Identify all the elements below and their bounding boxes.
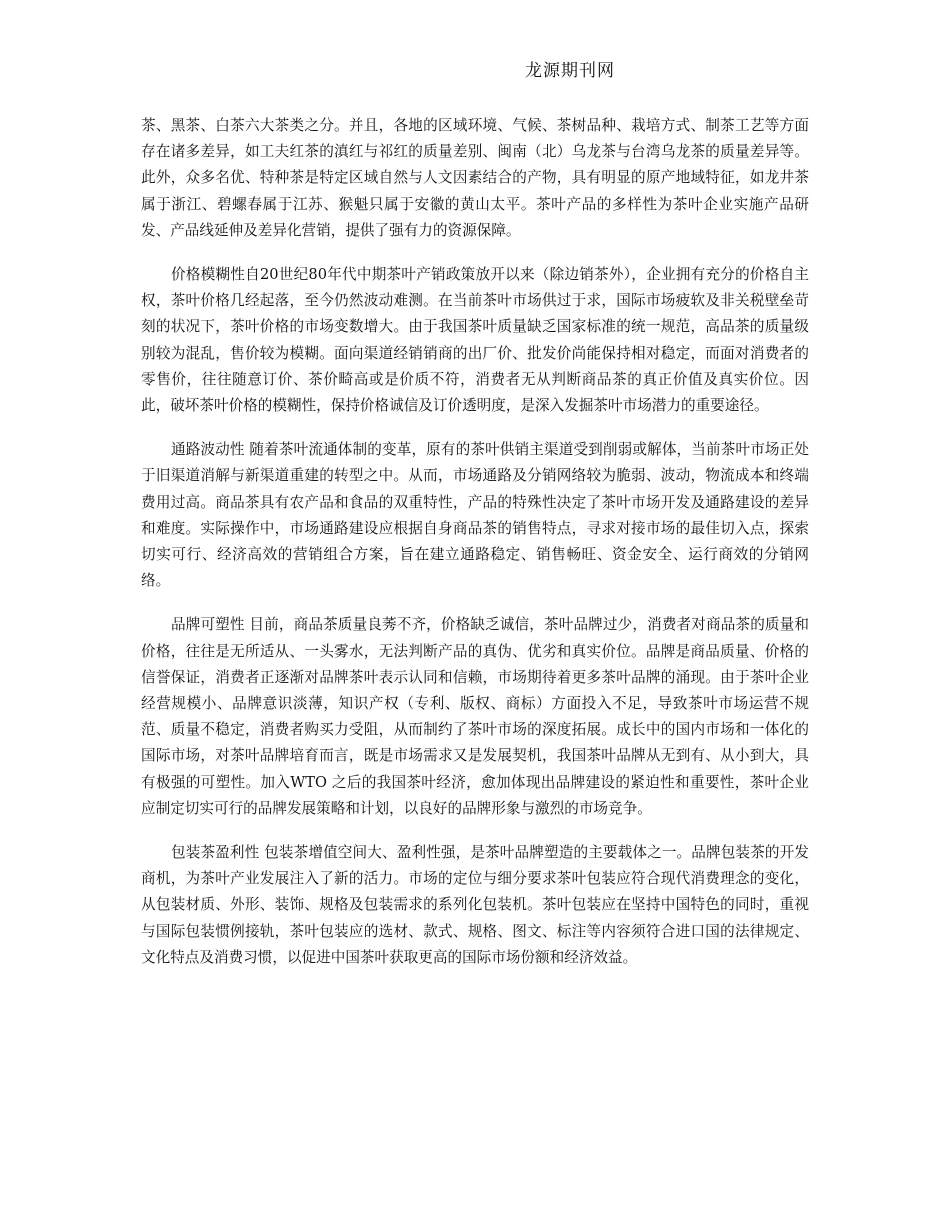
paragraph-continuation: 茶、黑茶、白茶六大茶类之分。并且，各地的区域环境、气候、茶树品种、栽培方式、制茶工艺等方面存在诸多差异，如工夫红茶的滇红与祁红的质量差别、闽南（北）乌龙茶与台湾乌龙茶的质量差异等。此外，众多名优、特种茶是特定区域自然与人文因素结合的产物，具有明显的原产地域特征，如龙井茶属于浙江、碧螺春属于江苏、猴魁只属于安徽的黄山太平。茶叶产品的多样性为茶叶企业实施产品研发、产品线延伸及差异化营销，提供了强有力的资源保障。 xyxy=(141,117,809,239)
article-body xyxy=(141,113,809,989)
paragraph-brand-plasticity: 品牌可塑性 目前，商品茶质量良莠不齐，价格缺乏诚信，茶叶品牌过少，消费者对商品茶的质量和价格，往往是无所适从、一头雾水，无法判断产品的真伪、优劣和真实价位。品牌是商品质量、价格的信誉保证，消费者正逐渐对品牌茶叶表示认同和信赖，市场期待着更多茶叶品牌的涌现。由于茶叶企业经营规模小、品牌意识淡薄，知识产权（专利、版权、商标）方面投入不足，导致茶叶市场运营不规范、质量不稳定，消费者购买力受阻，从而制约了茶叶市场的深度拓展。成长中的国内市场和一体化的国际市场，对茶叶品牌培育而言，既是市场需求又是发展契机，我国茶叶品牌从无到有、从小到大，具有极强的可塑性。加入WTO 之后的我国茶叶经济，愈加体现出品牌建设的紧迫性和重要性，茶叶企业应制定切实可行的品牌发展策略和计划，以良好的品牌形象与激烈的市场竞争。 xyxy=(141,616,809,817)
site-header-title: 龙源期刊网 xyxy=(525,61,615,81)
paragraph-channel-volatility: 通路波动性 随着茶叶流通体制的变革，原有的茶叶供销主渠道受到削弱或解体，当前茶叶市场正处于旧渠道消解与新渠道重建的转型之中。从而，市场通路及分销网络较为脆弱、波动，物流成本和终端费用过高。商品茶具有农产品和食品的双重特性，产品的特殊性决定了茶叶市场开发及通路建设的差异和难度。实际操作中，市场通路建设应根据自身商品茶的销售特点，寻求对接市场的最佳切入点，探索切实可行、经济高效的营销组合方案，旨在建立通路稳定、销售畅旺、资金安全、运行商效的分销网络。 xyxy=(141,441,809,590)
paragraph-packaging-profitability: 包装茶盈利性 包装茶增值空间大、盈利性强，是茶叶品牌塑造的主要载体之一。品牌包装茶的开发商机，为茶叶产业发展注入了新的活力。市场的定位与细分要求茶叶包装应符合现代消费理念的变化，从包装材质、外形、装饰、规格及包装需求的系列化包装机。茶叶包装应在坚持中国特色的同时，重视与国际包装惯例接轨，茶叶包装应的选材、款式、规格、图文、标注等内容须符合进口国的法律规定、文化特点及消费习惯，以促进中国茶叶获取更高的国际市场份额和经济效益。 xyxy=(141,844,809,966)
paragraph-price-ambiguity: 价格模糊性自20世纪80年代中期茶叶产销政策放开以来（除边销茶外），企业拥有充分的价格自主权，茶叶价格几经起落，至今仍然波动难测。在当前茶叶市场供过于求，国际市场疲软及非关税壁垒苛刻的状况下，茶叶价格的市场变数增大。由于我国茶叶质量缺乏国家标准的统一规范，高品茶的质量级别较为混乱，售价较为模糊。面向渠道经销销商的出厂价、批发价尚能保持相对稳定，而面对消费者的零售价，往往随意订价、茶价畸高或是价质不符，消费者无从判断商品茶的真正价值及真实价位。因此，破坏茶叶价格的模糊性，保持价格诚信及订价透明度，是深入发掘茶叶市场潜力的重要途径。 xyxy=(141,266,809,415)
